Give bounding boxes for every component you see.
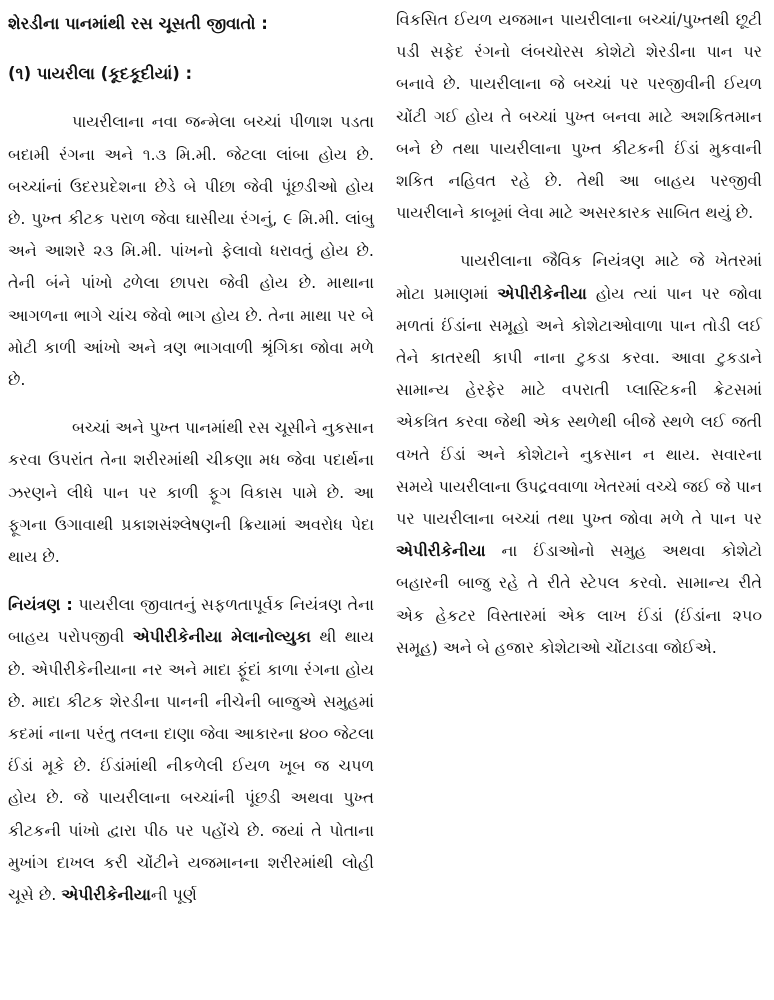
paragraph-damage: બચ્ચાં અને પુખ્ત પાનમાંથી રસ ચૂસીને નુકસાન કરવા ઉપરાંત તેના શરીરમાંથી ચીકણા મધ જેવા પદાર્થના ઝરણને લીધે પાન પર કાળી ફૂગ વિકાસ પામે છે. આ ફૂગના ઉગાવાથી પ્રકાશસંશ્લેષણની ક્રિયામાં અવરોધ પેદા થાય છે. xyxy=(8,418,374,567)
control-text-a: પાયરીલા જીવાતનું સફળતાપૂર્વક નિયંત્રણ તેના બાહય પરોપજીવી xyxy=(8,595,375,647)
control-text-b: થી થાય છે. એપીરીકેનીયાના નર અને માદા ફૂંદાં કાળા રંગના હોય છે. માદા કીટક શેરડીના પાનની નીચેની બાજુએ સમુહમાં કદમાં નાના પરંતુ તલના દાણા જેવા આકારના ૪૦૦ જેટલા ઈંડાં મૂકે છે. ઈંડાંમાંથી નીકળેલી ઈયળ ખૂબ જ ચપળ હોય છે. જે પાયરીલાના બચ્ચાંની પૂંછડી અથવા પુખ્ત કીટકની પાંખો દ્વારા પીઠ પર પહોંચે છે. જયાં તે પોતાના મુખાંગ દાખલ કરી ચોંટીને યજમાનના શરીરમાંથી લોહી ચૂસે છે. xyxy=(8,627,374,905)
biocontrol-parasite-name: એપીરીકેનીયા xyxy=(497,283,587,303)
control-label: નિયંત્રણ : xyxy=(8,595,73,615)
left-column xyxy=(8,0,374,911)
parasite-name-2: એપીરીકેનીયા xyxy=(61,885,151,905)
subsection-title: (૧) પાયરીલા (કૂદકૂદીયાં) : xyxy=(8,64,193,84)
paragraph-description: પાયરીલાના નવા જન્મેલા બચ્ચાં પીળાશ પડતા બદામી રંગના અને ૧.૩ મિ.મી. જેટલા લાંબા હોય છે. બચ્ચાંનાં ઉદરપ્રદેશના છેડે બે પીછા જેવી પૂંછડીઓ હોય છે. પુખ્ત કીટક પરાળ જેવા ઘાસીયા રંગનું, ૯ મિ.મી. લાંબુ અને આશરે ૨૩ મિ.મી. પાંખનો ફેલાવો ધરાવતું હોય છે. તેની બંને પાંખો ઢળેલા છાપરા જેવી હોય છે. માથાના આગળના ભાગે ચાંચ જેવો ભાગ હોય છે. તેના માથા પર બે મોટી કાળી આંખો અને ત્રણ ભાગવાળી શ્રૃંગિકા જોવા મળે છે. xyxy=(8,112,374,390)
section-title: શેરડીના પાનમાંથી રસ ચૂસતી જીવાતો : xyxy=(8,14,268,33)
column-divider xyxy=(385,8,386,992)
biocontrol-text-c: ના ઈંડાઓનો સમુહ અથવા કોશેટો બહારની બાજુ રહે તે રીતે સ્ટેપલ કરવો. સામાન્ય રીતે એક હેકટર વિસ્તારમાં એક લાખ ઈંડાં (ઈંડાંના ૨૫૦ સમૂહ) અને બે હજાર કોશેટાઓ ચોંટાડવા જોઈએ. xyxy=(396,541,762,657)
biocontrol-parasite-name-2: એપીરીકેનીયા xyxy=(396,541,486,561)
biocontrol-text-a: પાયરીલાના જૈવિક નિયંત્રણ માટે જે ખેતરમાં મોટા પ્રમાણમાં xyxy=(396,251,762,303)
biocontrol-text-b: હોય ત્યાં પાન પર જોવા મળતાં ઈંડાંના સમૂહો અને કોશેટાઓવાળા પાન તોડી લઈ તેને કાતરથી કાપી નાના ટુકડા કરવા. આવા ટુકડાને સામાન્ય હેરફેર માટે વપરાતી પ્લાસ્ટિકની ક્રેટસમાં એકત્રિત કરવા જેથી એક સ્થળેથી બીજે સ્થળે લઈ જતી વખતે ઈંડાં અને કોશેટાને નુકસાન ન થાય. સવારના સમયે પાયરીલાના ઉપદ્રવવાળા ખેતરમાં વચ્ચે જઈ જે પાન પર પાયરીલાના બચ્ચાં તથા પુખ્ત જોવા મળે તે પાન પર xyxy=(396,283,763,529)
paragraph-control xyxy=(8,589,374,911)
right-column xyxy=(396,0,762,664)
paragraph-biocontrol xyxy=(396,245,762,664)
control-text-c: ની પૂર્ણ xyxy=(150,885,197,905)
paragraph-continuation: વિકસિત ઈયળ યજમાન પાયરીલાના બચ્ચાં/પુખ્તથી છૂટી પડી સફેદ રંગનો લંબચોરસ કોશેટો શેરડીના પાન પર બનાવે છે. પાયરીલાના જે બચ્ચાં પર પરજીવીની ઈયળ ચોંટી ગઈ હોય તે બચ્ચાં પુખ્ત બનવા માટે અશકિતમાન બને છે તથા પાયરીલાના પુખ્ત કીટકની ઈંડાં મુકવાની શકિત નહિવત રહે છે. તેથી આ બાહય પરજીવી પાયરીલાને કાબૂમાં લેવા માટે અસરકારક સાબિત થયું છે. xyxy=(396,10,762,223)
parasite-name: એપીરીકેનીયા મેલાનોલ્યુકા xyxy=(132,627,311,647)
